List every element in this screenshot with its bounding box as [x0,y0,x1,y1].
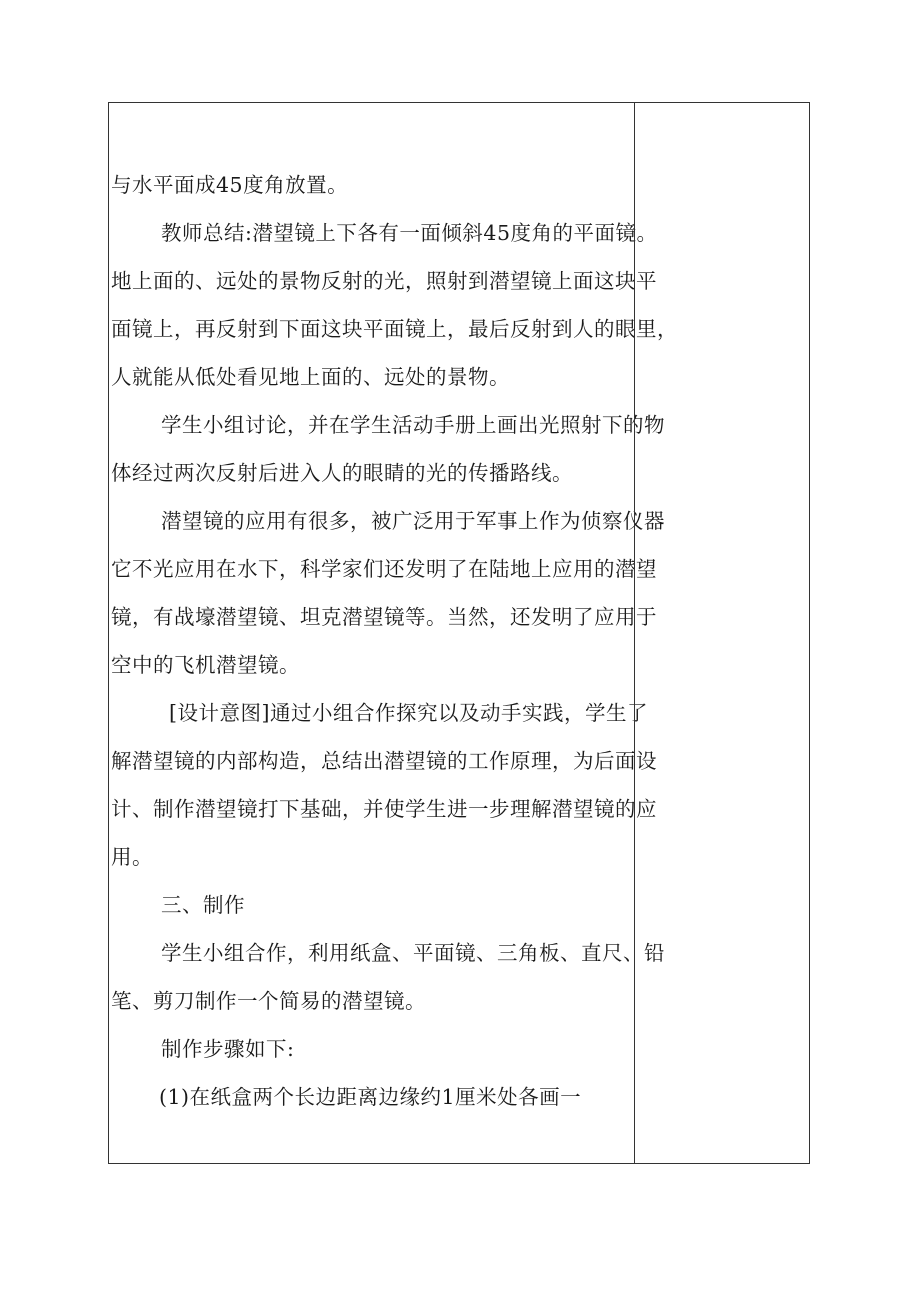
notes-cell [636,103,809,1163]
section-heading: 三、制作 [161,893,245,917]
text-line: 学生小组合作，利用纸盒、平面镜、三角板、直尺、铅 [161,941,665,965]
text-line: 用。 [111,845,153,869]
text-line: 解潜望镜的内部构造，总结出潜望镜的工作原理，为后面设 [111,749,657,773]
column-divider [634,103,635,1163]
text-line: 它不光应用在水下，科学家们还发明了在陆地上应用的潜望 [111,557,657,581]
text-line: (1)在纸盒两个长边距离边缘约1厘米处各画一 [159,1085,582,1109]
text-line: 笔、剪刀制作一个简易的潜望镜。 [111,989,426,1013]
text-line: 地上面的、远处的景物反射的光，照射到潜望镜上面这块平 [111,269,657,293]
text-line: 镜，有战壕潜望镜、坦克潜望镜等。当然，还发明了应用于 [111,605,657,629]
text-line: 潜望镜的应用有很多，被广泛用于军事上作为侦察仪器 [161,509,665,533]
text-line: 人就能从低处看见地上面的、远处的景物。 [111,365,510,389]
text-line: 体经过两次反射后进入人的眼睛的光的传播路线。 [111,461,573,485]
text-line: 空中的飞机潜望镜。 [111,653,300,677]
text-line: 教师总结:潜望镜上下各有一面倾斜45度角的平面镜。 [161,221,658,245]
content-cell [109,103,678,1163]
lesson-table [108,102,810,1164]
text-line: 学生小组讨论，并在学生活动手册上画出光照射下的物 [161,413,665,437]
text-line: 制作步骤如下: [161,1037,295,1061]
text-line: 计、制作潜望镜打下基础，并使学生进一步理解潜望镜的应 [111,797,657,821]
text-line: 面镜上，再反射到下面这块平面镜上，最后反射到人的眼里， [111,317,678,341]
text-line: [设计意图]通过小组合作探究以及动手实践，学生了 [169,701,648,725]
text-line: 与水平面成45度角放置。 [111,173,349,197]
